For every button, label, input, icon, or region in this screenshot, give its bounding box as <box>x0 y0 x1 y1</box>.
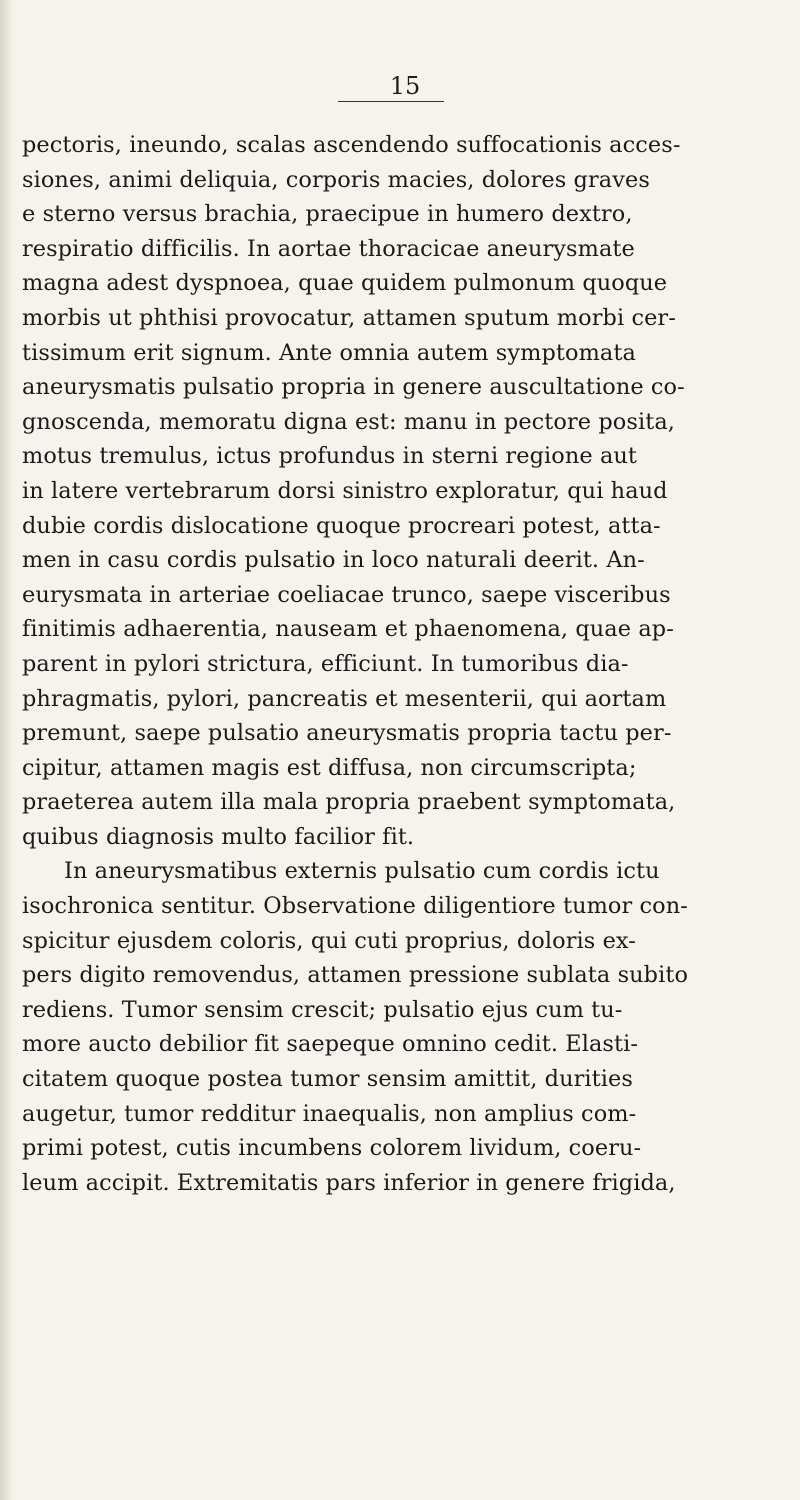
text-line: eurysmata in arteriae coeliacae trunco, saepe visceribus <box>22 581 671 608</box>
paragraph-start-line: In aneurysmatibus externis pulsatio cum cordis ictu <box>64 858 660 885</box>
text-line: more aucto debilior fit saepeque omnino cedit. Elasti- <box>22 1031 639 1058</box>
page-number: 15 <box>389 72 421 100</box>
text-line: finitimis adhaerentia, nauseam et phaenomena, quae ap- <box>22 616 674 643</box>
text-line: e sterno versus brachia, praecipue in humero dextro, <box>22 201 633 228</box>
text-line: phragmatis, pylori, pancreatis et mesenterii, qui aortam <box>22 685 667 712</box>
text-line: citatem quoque postea tumor sensim amittit, durities <box>22 1066 633 1093</box>
text-line: leum accipit. Extremitatis pars inferior in genere frigida, <box>22 1169 676 1196</box>
text-line: quibus diagnosis multo facilior fit. <box>22 823 415 850</box>
text-line: gnoscenda, memoratu digna est: manu in pectore posita, <box>22 408 675 435</box>
text-line: rediens. Tumor sensim crescit; pulsatio ejus cum tu- <box>22 996 623 1023</box>
text-line: respiratio difficilis. In aortae thoracicae aneurysmate <box>22 235 635 262</box>
text-line: aneurysmatis pulsatio propria in genere auscultatione co- <box>22 374 685 401</box>
text-line: pectoris, ineundo, scalas ascendendo suffocationis acces- <box>22 132 681 158</box>
text-line: premunt, saepe pulsatio aneurysmatis propria tactu per- <box>22 720 672 747</box>
text-line: motus tremulus, ictus profundus in sterni regione aut <box>22 443 638 470</box>
text-line: augetur, tumor redditur inaequalis, non amplius com- <box>22 1100 637 1127</box>
text-line: tissimum erit signum. Ante omnia autem symptomata <box>22 339 636 366</box>
text-line: primi potest, cutis incumbens colorem lividum, coeru- <box>22 1135 642 1162</box>
text-line: isochronica sentitur. Observatione diligentiore tumor con- <box>22 893 688 920</box>
binding-gutter-shadow <box>0 0 14 1500</box>
text-line: magna adest dyspnoea, quae quidem pulmonum quoque <box>22 270 668 297</box>
text-line: pers digito removendus, attamen pressione sublata subito <box>22 962 689 989</box>
body-text <box>22 128 782 1200</box>
text-line: parent in pylori strictura, efficiunt. In tumoribus dia- <box>22 650 629 677</box>
text-line: spicitur ejusdem coloris, qui cuti proprius, doloris ex- <box>22 927 636 954</box>
text-line: dubie cordis dislocatione quoque procreari potest, atta- <box>22 512 661 539</box>
text-line: men in casu cordis pulsatio in loco naturali deerit. An- <box>22 547 645 574</box>
text-line: in latere vertebrarum dorsi sinistro exploratur, qui haud <box>22 477 668 504</box>
page-number-rule <box>338 101 444 102</box>
text-line: morbis ut phthisi provocatur, attamen sputum morbi cer- <box>22 304 676 331</box>
text-line: praeterea autem illa mala propria praebent symptomata, <box>22 789 676 816</box>
text-line: cipitur, attamen magis est diffusa, non circumscripta; <box>22 754 637 781</box>
text-line: siones, animi deliquia, corporis macies, dolores graves <box>22 166 650 193</box>
